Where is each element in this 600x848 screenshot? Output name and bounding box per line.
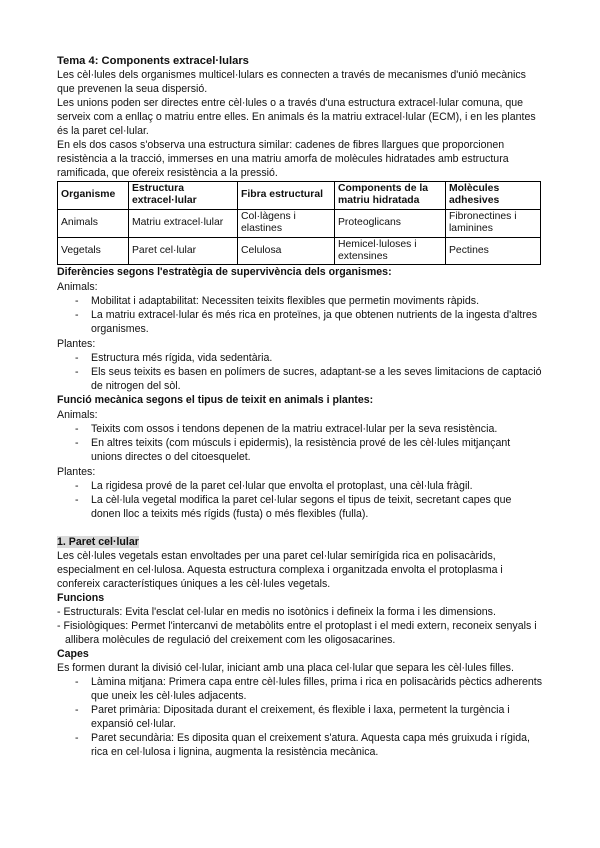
table-header-row [58,182,541,210]
list-item: - Teixits com ossos i tendons depenen de la matriu extracel·lular per la seva resistència. [57,422,543,436]
mechanical-animals-label: Animals: [57,409,98,422]
mechanical-animals-list [57,422,543,464]
list-item: - Mobilitat i adaptabilitat: Necessiten teixits flexibles que permetin moviments ràpids. [57,294,543,308]
mechanical-plants-list [57,479,543,521]
differences-animals-list [57,294,543,336]
differences-plants-label: Plantes: [57,338,96,351]
table-cell: Pectines [446,237,541,265]
function-item: - Estructurals: Evita l'esclat cel·lular en medis no isotònics i defineix la forma i les dimensions. [57,606,496,619]
table-cell: Animals [58,209,129,237]
intro-paragraph-2: Les unions poden ser directes entre cèl·lules o a través d'una estructura extracel·lular comuna, que serveix com a enllaç o matriu entre elles. En animals és la matriu extracel·lular (ECM), i en les plantes és la paret cel·lular. [57,97,536,137]
table-cell: Col·làgens i elastines [238,209,335,237]
table-cell: Vegetals [58,237,129,265]
intro-paragraph-3: En els dos casos s'observa una estructura similar: cadenes de fibres llargues que proporcionen resistència a la tracció, immerses en una matriu amorfa de molècules hidratades amb estructura ramificada, que ofereix resistència a la pressió. [57,139,509,179]
functions-heading: Funcions [57,592,105,605]
table-header-cell: Organisme [58,182,129,210]
table-header-cell: Fibra estructural [238,182,335,210]
section-paragraph: Les cèl·lules vegetals estan envoltades per una paret cel·lular semirígida rica en polisacàrids, especialment en cel·lulosa. Aquesta estructura complexa i organitzada envolta el protoplasma i confereix característiques úniques a les cèl·lules vegetals. [57,550,503,591]
list-item: - Estructura més rígida, vida sedentària. [57,351,543,365]
list-item: - La matriu extracel·lular és més rica en proteïnes, ja que obtenen nutrients de la ingesta d'altres organismes. [57,308,543,336]
function-item: - Fisiològiques: Permet l'intercanvi de metabòlits entre el protoplast i el medi extern, reconeix senyals i allibera molècules de regulació del creixement com les oligosacarines. [57,620,537,647]
differences-heading: Diferències segons l'estratègia de supervivència dels organismes: [57,266,392,279]
layers-paragraph: Es formen durant la divisió cel·lular, iniciant amb una placa cel·lular que separa les cèl·lules filles. [57,662,514,675]
layers-heading: Capes [57,648,89,661]
document-title: Tema 4: Components extracel·lulars [57,55,249,67]
table-cell: Celulosa [238,237,335,265]
table-cell: Paret cel·lular [129,237,238,265]
table-cell: Hemicel·luloses i extensines [335,237,446,265]
section-heading [57,535,543,549]
table-header-cell: Estructura extracel·lular [129,182,238,210]
list-item: - Paret primària: Dipositada durant el creixement, és flexible i laxa, permetent la turgència i expansió cel·lular. [57,703,543,731]
section-heading-text: 1. Paret cel·lular [57,536,139,549]
mechanical-plants-label: Plantes: [57,466,96,479]
list-item: - La rigidesa prové de la paret cel·lular que envolta el protoplast, una cèl·lula fràgil. [57,479,543,493]
list-item: - Els seus teixits es basen en polímers de sucres, adaptant-se a les seves limitacions de captació de nitrogen del sòl. [57,365,543,393]
list-item: - Paret secundària: Es diposita quan el creixement s'atura. Aquesta capa més gruixuda i rígida, rica en cel·lulosa i lignina, augmenta la resistència mecànica. [57,731,543,759]
differences-animals-label: Animals: [57,281,98,294]
table-cell: Matriu extracel·lular [129,209,238,237]
list-item: - Làmina mitjana: Primera capa entre cèl·lules filles, prima i rica en polisacàrids pèctics adherents que uneix les cèl·lules adjacents. [57,675,543,703]
table-header-cell: Components de la matriu hidratada [335,182,446,210]
intro-paragraph-1: Les cèl·lules dels organismes multicel·lulars es connecten a través de mecanismes d'unió mecànics que prevenen la seua dispersió. [57,69,526,95]
table-cell: Proteoglicans [335,209,446,237]
list-item: - La cèl·lula vegetal modifica la paret cel·lular segons el tipus de teixit, secretant capes que donen lloc a teixits més rígids (fusta) o més flexibles (fulla). [57,493,543,521]
table-cell: Fibronectines i laminines [446,209,541,237]
table-row [58,209,541,237]
mechanical-function-heading: Funció mecànica segons el tipus de teixit en animals i plantes: [57,394,374,407]
list-item: - En altres teixits (com músculs i epidermis), la resistència prové de les cèl·lules mitjançant unions directes o del citoesquelet. [57,436,543,464]
differences-plants-list [57,351,543,393]
layers-list [57,675,543,759]
table-row [58,237,541,265]
table-header-cell: Molècules adhesives [446,182,541,210]
comparison-table [57,181,541,265]
